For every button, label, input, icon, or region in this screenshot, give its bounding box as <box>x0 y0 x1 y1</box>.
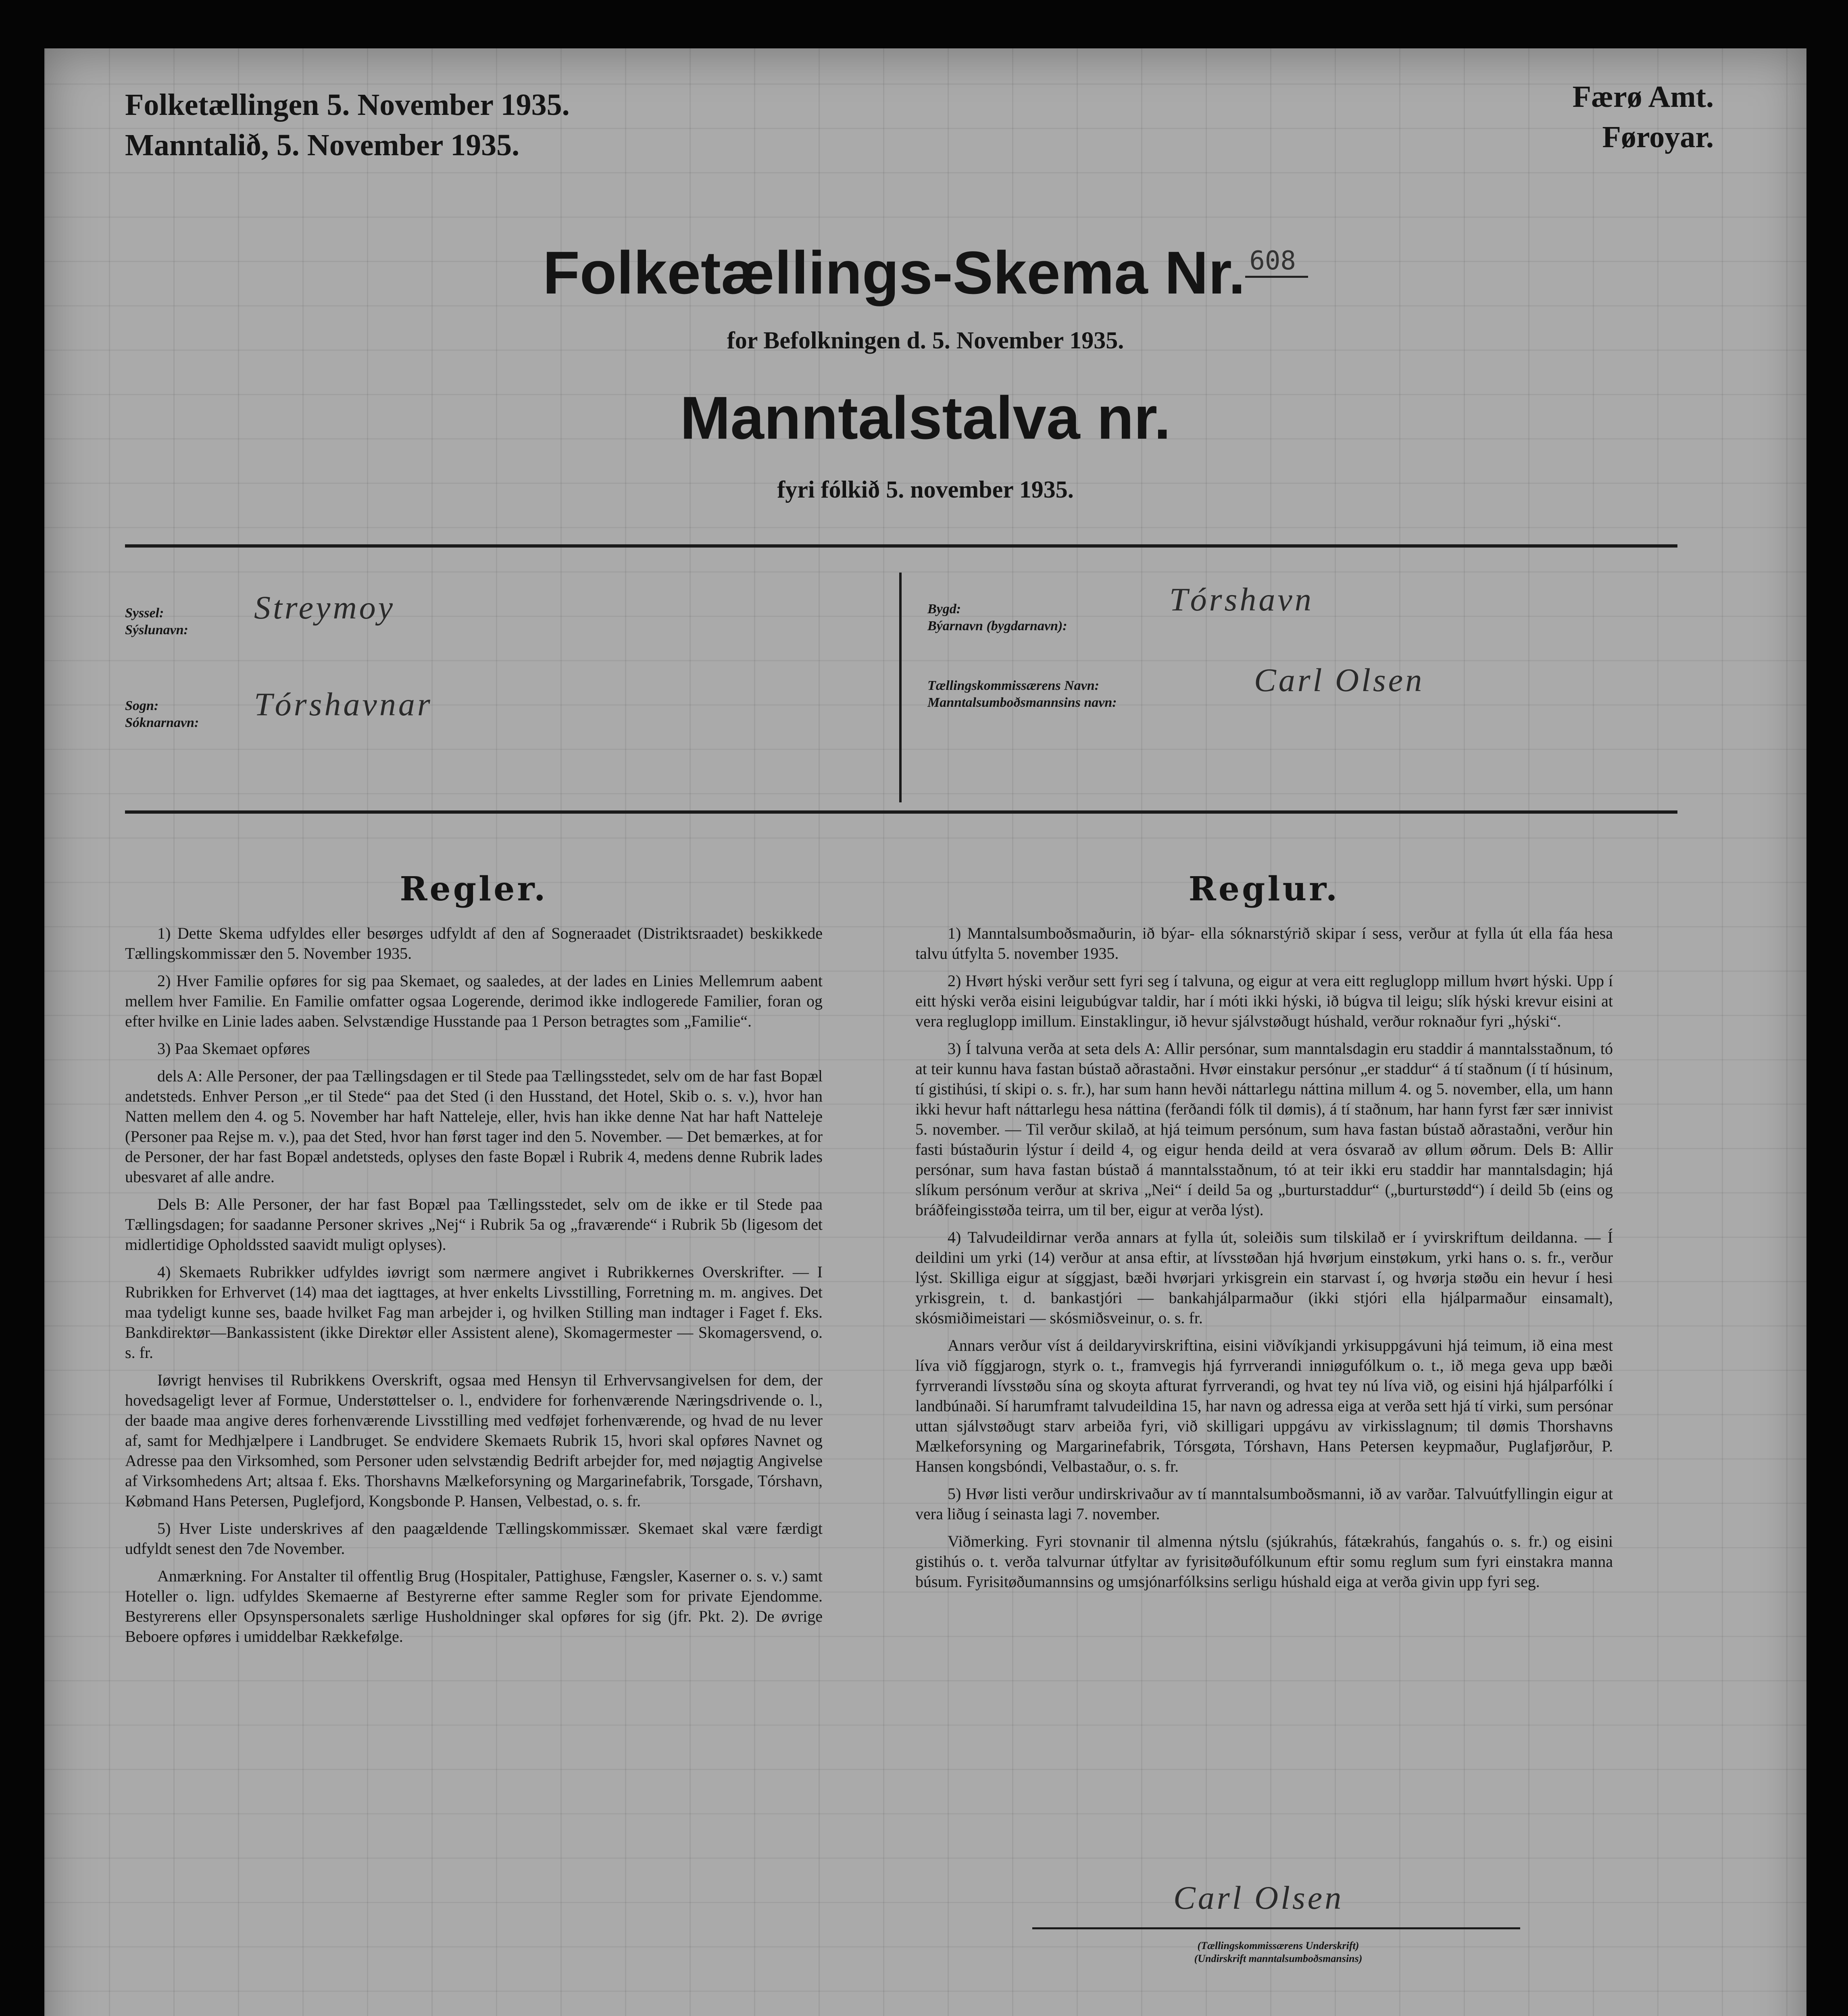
form-subtitle-danish: for Befolkningen d. 5. November 1935. <box>727 327 1124 354</box>
divider-top <box>125 544 1677 548</box>
rules-danish-p4: 4) Skemaets Rubrikker udfyldes iøvrigt som nærmere angivet i Rubrikkernes Overskrifter. — I Rubrikken for Erhvervet (14) maa det iagttages, at hver enkelts Livsstilling, Forretning m. m. angives. Det maa tydeligt kunne ses, baade hvilket Fag man arbejder i, og hvilken Stilling man indtager i Faget f. Eks. Bankdirektør—Bankassistent (ikke Direktør eller Assistent alene), Skomagermester — Skomagersvend, o. s. fr. <box>125 1263 823 1362</box>
rules-faroese-note: Viðmerking. Fyri stovnanir til almenna nýtslu (sjúkrahús, fátækrahús, fangahús o. s. fr.) og eisini gistihús o. t. verða talvurnar útfyltar av fyrisitøðufólkunum eftir somu reglum sum fyri einstakra manna búsum. Fyrisitøðumannsins og umsjónarfólksins serligu húshald eiga at verða givin upp fyri seg. <box>915 1532 1613 1591</box>
census-form-page <box>44 48 1806 2016</box>
rules-faroese-p5: 5) Hvør listi verður undirskrivaður av tí manntalsumboðsmanni, ið av varðar. Talvuútfyllingin eigur at vera liðug í seinasta lagi 7. november. <box>915 1485 1613 1523</box>
rules-danish-p3a: dels A: Alle Personer, der paa Tællingsdagen er til Stede paa Tællingsstedet, selv om de har fast Bopæl andetsteds. Enhver Person „er til Stede“ paa det Sted (i den Husstand, det Hotel, Skib o. s. v.), hvor han Natten mellem den 4. og 5. November har haft Natteleje, eller, hvis han ikke denne Nat har haft Natteleje (Personer paa Rejse m. v.), paa det Sted, hvor han først tager ind den 5. November. — Det bemærkes, at for de Personer, der har fast Bopæl andetsteds, oplyses den faste Bopæl i Rubrik 4, medens denne Rubrik lades ubesvaret af alle andre. <box>125 1067 823 1186</box>
rules-danish-heading: Regler. <box>400 870 548 908</box>
syssel-label: Syssel: Sýslunavn: <box>125 606 188 637</box>
signature-line <box>1032 1927 1520 1929</box>
rules-faroese-p2: 2) Hvørt hýski verður sett fyri seg í talvuna, og eigur at vera eitt regluglopp millum hvørt hýski. Upp í eitt hýski verða eisini leigubúgvar taldir, har í móti ikki hýski, ið búgva til leigu; slík hýski krevur eisini at vera regluglopp imillum. Einstaklingur, ið hevur sjálvstøðugt húshald, verður roknaður fyri „hýski“. <box>915 972 1613 1030</box>
signature-caption: (Tællingskommissærens Underskrift) (Undirskrift manntalsumboðsmansins) <box>1194 1940 1363 1964</box>
rules-faroese-p1: 1) Manntalsumboðsmaðurin, ið býar- ella sóknarstýrið skipar í sess, verður at fylla út ella fáa hesa talvu útfylta 5. november 1935. <box>915 924 1613 962</box>
divider-fields <box>125 810 1677 814</box>
rules-danish-p1: 1) Dette Skema udfyldes eller besørges udfyldt af den af Sogneraadet (Distriktsraadet) beskikkede Tællingskommissær den 5. November 1935. <box>125 924 823 962</box>
sogn-value: Tórshavnar <box>254 686 433 723</box>
bygd-label: Bygd: Býarnavn (bygdarnavn): <box>927 602 1067 633</box>
header-right <box>1573 77 1714 157</box>
form-title-row <box>44 238 1806 308</box>
rules-danish <box>125 870 823 1654</box>
rules-danish-p3: 3) Paa Skemaet opføres <box>157 1039 310 1058</box>
rules-danish-p5: 5) Hver Liste underskrives af den paagældende Tællingskommissær. Skemaet skal være færdigt udfyldt senest den 7de November. <box>125 1519 823 1558</box>
rules-faroese-p4b: Annars verður víst á deildaryvirskriftina, eisini viðvíkjandi yrkisuppgávuni hjá teimum, ið eina mest líva við fíggjarogn, styrk o. t., framvegis hjá fyrrverandi inniøgufólkum o. t., ið mega geva upp bæði fyrrverandi lívsstøðu sína og skoyta afturat fyrrverandi, og hvat tey nú líva við, og eisini hjá hjálparfólki í landbúnaði. Sí harumframt talvudeildina 15, har navn og adressa eiga at verða sett hjá tí virki, sum persónar uttan sjálvstøðugt starv arbeiða fyri, við skilligari uppgávu av virkisslagnum; til dømis Thorshavns Mælkeforsyning og Margarinefabrik, Tórsgøta, Tórshavn, Hans Petersen keypmaður, Puglafjørður, P. Hansen kongsbóndi, Velbastaður, o. s. fr. <box>915 1336 1613 1475</box>
rules-faroese-p3: 3) Í talvuna verða at seta dels A: Allir persónar, sum manntalsdagin eru staddir á manntalsstaðnum, tó at teir kunnu hava fastan bústað aðrastaðni. Hvør einstakur persónur „er staddur“ á tí staðnum (í tí húsinum, tí gistihúsi, tí skipi o. s. fr.), har sum hann hevði náttarlegu náttina millum 4. og 5. november, ella, um hann ikki hevur haft náttarlegu hesa náttina (ferðandi fólk til dømis), á tí staðnum, har hann fyrst fær sær innivist 5. november. — Til verður skilað, at hjá teimum persónum, sum hava fastan bústað aðrastaðni, verður hin fasti bústaðurin lýstur í deild 4, og eigur henda deild at vera ósvarað av øllum øðrum. Dels B: Allir persónar, sum hava fastan bústað á manntalsstaðnum, tó at teir ikki eru staddir har manntalsdagin; hjá slíkum persónum verður at skriva „Nei“ í deild 5a og „burturstaddur“ („burturstødd“) í deild 5b (eins og bráðfeingisstøða teirra, um til ber, eigur at verða lýst). <box>915 1039 1613 1219</box>
rules-faroese-heading: Reglur. <box>1188 870 1340 908</box>
rules-danish-note: Anmærkning. For Anstalter til offentlig Brug (Hospitaler, Pattighuse, Fængsler, Kaserner o. s. v.) samt Hoteller o. lign. udfyldes Skemaerne af Bestyrerne efter samme Regler som for private Ejendomme. Bestyrerens eller Opsynspersonalets særlige Husholdninger skal opføres for sig (jfr. Pkt. 2). De øvrige Beboere opføres i umiddelbar Rækkefølge. <box>125 1567 823 1645</box>
header-county-faroese: Føroyar. <box>1602 120 1714 154</box>
kommissaer-label: Tællingskommissærens Navn: Manntalsumboðsmannsins navn: <box>927 678 1117 710</box>
bygd-value: Tórshavn <box>1169 581 1314 618</box>
syssel-value: Streymoy <box>254 589 396 626</box>
divider-vertical <box>899 573 902 802</box>
rules-faroese-p4: 4) Talvudeildirnar verða annars at fylla út, soleiðis sum tilskilað er í yvirskriftum deildanna. — Í deildini um yrki (14) verður at ansa eftir, at lívsstøðan hjá hvørjum einstøkum, yrki hans o. s. fr., verður lýst. Skilliga eigur at síggjast, bæði hvørjari yrkisgrein ein starvast í, og hvørja støðu ein hevur í hesi yrkisgrein, t. d. bankastjóri — bankahjálparmaður (ikki stjóri ella hjálparmaður einsamalt), skósmiðimeistari — skósmiðsveinur, o. s. fr. <box>915 1228 1613 1327</box>
form-title: Folketællings-Skema Nr. <box>543 239 1246 306</box>
rules-danish-p3b: Dels B: Alle Personer, der har fast Bopæl paa Tællingsstedet, selv om de ikke er til Stede paa Tællingsdagen; for saadanne Personer skrives „Nej“ i Rubrik 5a og „fraværende“ i Rubrik 5b (ligesom det midlertidige Opholdssted saavidt muligt oplyses). <box>125 1195 823 1254</box>
header-title-faroese: Manntalið, 5. November 1935. <box>125 128 520 162</box>
rules-faroese <box>915 870 1613 1599</box>
header-title-danish: Folketællingen 5. November 1935. <box>125 88 570 122</box>
sogn-label: Sogn: Sóknarnavn: <box>125 698 199 730</box>
header-left <box>125 85 570 165</box>
form-title-faroese: Manntalstalva nr. <box>680 384 1171 452</box>
signature-name: Carl Olsen <box>1173 1879 1344 1916</box>
form-number: 608 <box>1245 246 1308 278</box>
form-subtitle-faroese: fyri fólkið 5. november 1935. <box>777 476 1074 503</box>
header-county-danish: Færø Amt. <box>1572 80 1714 114</box>
rules-danish-p4b: Iøvrigt henvises til Rubrikkens Overskrift, ogsaa med Hensyn til Erhvervsangivelsen for dem, der hovedsageligt lever af Formue, Understøttelser o. l., endvidere for forhenværende Næringsdrivende o. l., der baade maa angive deres forhenværende Livsstilling med vedføjet forhenværende, og hvad de nu lever af, samt for Medhjælpere i Landbruget. Se endvidere Skemaets Rubrik 15, hvori skal opføres Navnet og Adresse paa den Virksomhed, som Personer uden selvstændig Bedrift arbejder for, med nøjagtig Angivelse af Virksomhedens Art; altsaa f. Eks. Thorshavns Mælkeforsyning og Margarinefabrik, Torsgade, Tórshavn, Købmand Hans Petersen, Puglefjord, Kongsbonde P. Hansen, Velbestad, o. s. fr. <box>125 1371 823 1510</box>
rules-danish-p2: 2) Hver Familie opføres for sig paa Skemaet, og saaledes, at der lades en Linies Mellemrum aabent mellem hver Familie. En Familie omfatter ogsaa Logerende, derimod ikke indlogerede Familier, foran og efter hvilke en Linie lades aaben. Selvstændige Husstande paa 1 Person betragtes som „Familie“. <box>125 972 823 1030</box>
kommissaer-value: Carl Olsen <box>1254 662 1425 698</box>
